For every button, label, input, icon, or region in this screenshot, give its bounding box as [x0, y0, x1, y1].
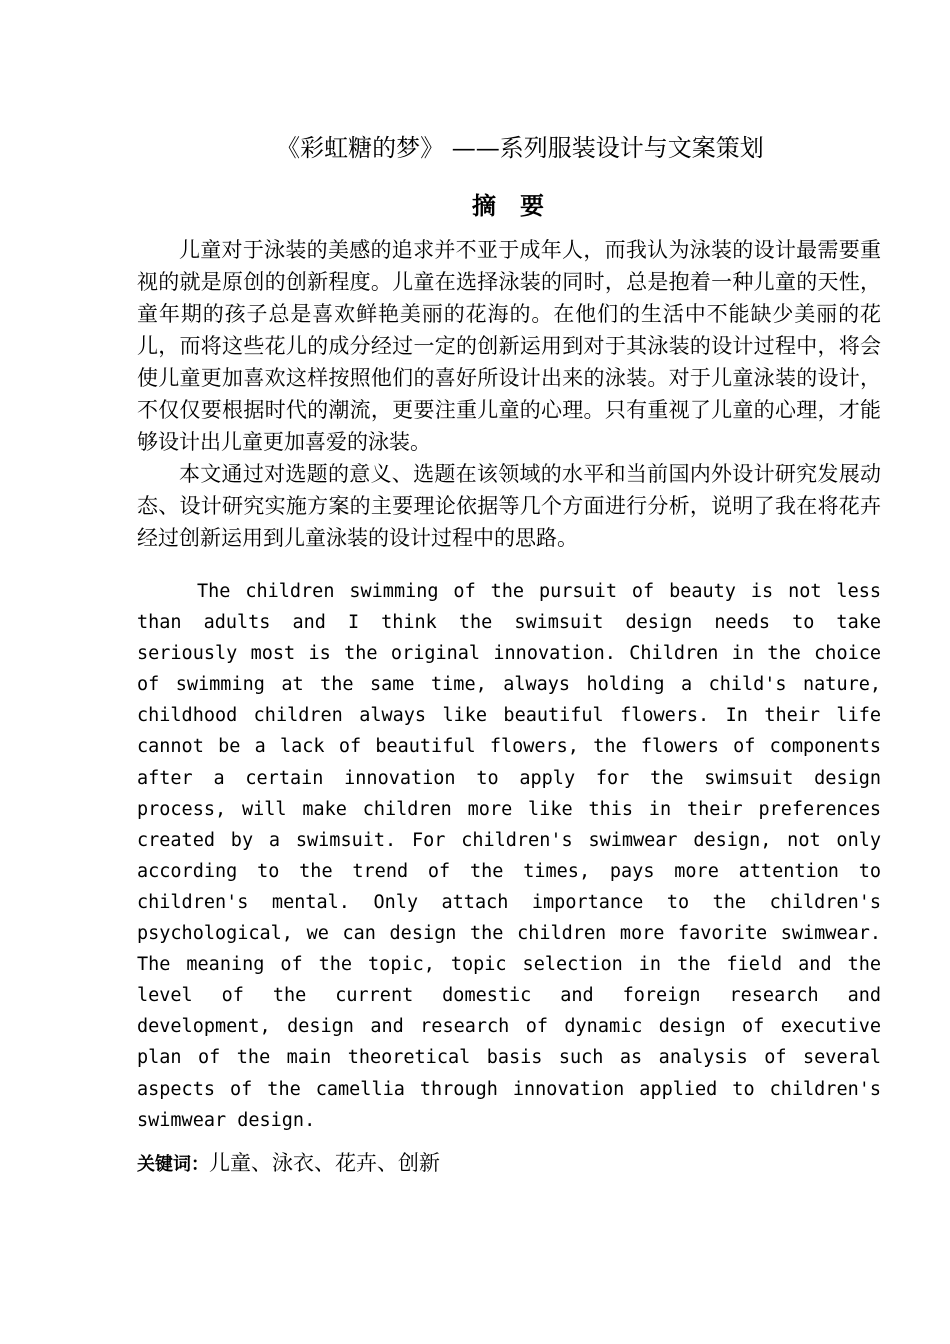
english-abstract — [137, 576, 881, 1136]
chinese-abstract-paragraph: 儿童对于泳装的美感的追求并不亚于成年人，而我认为泳装的设计最需要重视的就是原创的创新程度。儿童在选择泳装的同时，总是抱着一种儿童的天性，童年期的孩子总是喜欢鲜艳美丽的花海的。在他们的生活中不能缺少美丽的花儿，而将这些花儿的成分经过一定的创新运用到对于其泳装的设计过程中，将会使儿童更加喜欢这样按照他们的喜好所设计出来的泳装。对于儿童泳装的设计，不仅仅要根据时代的潮流，更要注重儿童的心理。只有重视了儿童的心理，才能够设计出儿童更加喜爱的泳装。 — [137, 238, 881, 454]
english-abstract-paragraph: The children swimming of the pursuit of beauty is not less than adults and I think the swimsuit design needs to take seriously most is the original innovation. Children in the choice of swimming at the same time, always holding a child's nature, childhood children always like beautiful flowers. In their life cannot be a lack of beautiful flowers, the flowers of components after a certain innovation to apply for the swimsuit design process, will make children more like this in their preferences created by a swimsuit. For children's swimwear design, not only according to the trend of the times, pays more attention to children's mental. Only attach importance to the children's psychological, we can design the children more favorite swimwear. The meaning of the topic, topic selection in the field and the level of the current domestic and foreign research and development, design and research of dynamic design of executive plan of the main theoretical basis such as analysis of several aspects of the camellia through innovation applied to children's swimwear design. — [137, 581, 881, 1131]
keywords-line — [137, 1148, 881, 1180]
abstract-heading: 摘要 — [472, 192, 568, 220]
chinese-abstract-paragraph: 本文通过对选题的意义、选题在该领域的水平和当前国内外设计研究发展动态、设计研究实施方案的主要理论依据等几个方面进行分析，说明了我在将花卉经过创新运用到儿童泳装的设计过程中的思路。 — [137, 462, 881, 550]
document-title: 《彩虹糖的梦》 ——系列服装设计与文案策划 — [276, 134, 764, 162]
keywords-label: 关键词： — [137, 1154, 209, 1175]
keywords-text: 儿童、泳衣、花卉、创新 — [209, 1151, 440, 1175]
chinese-abstract — [137, 234, 881, 554]
